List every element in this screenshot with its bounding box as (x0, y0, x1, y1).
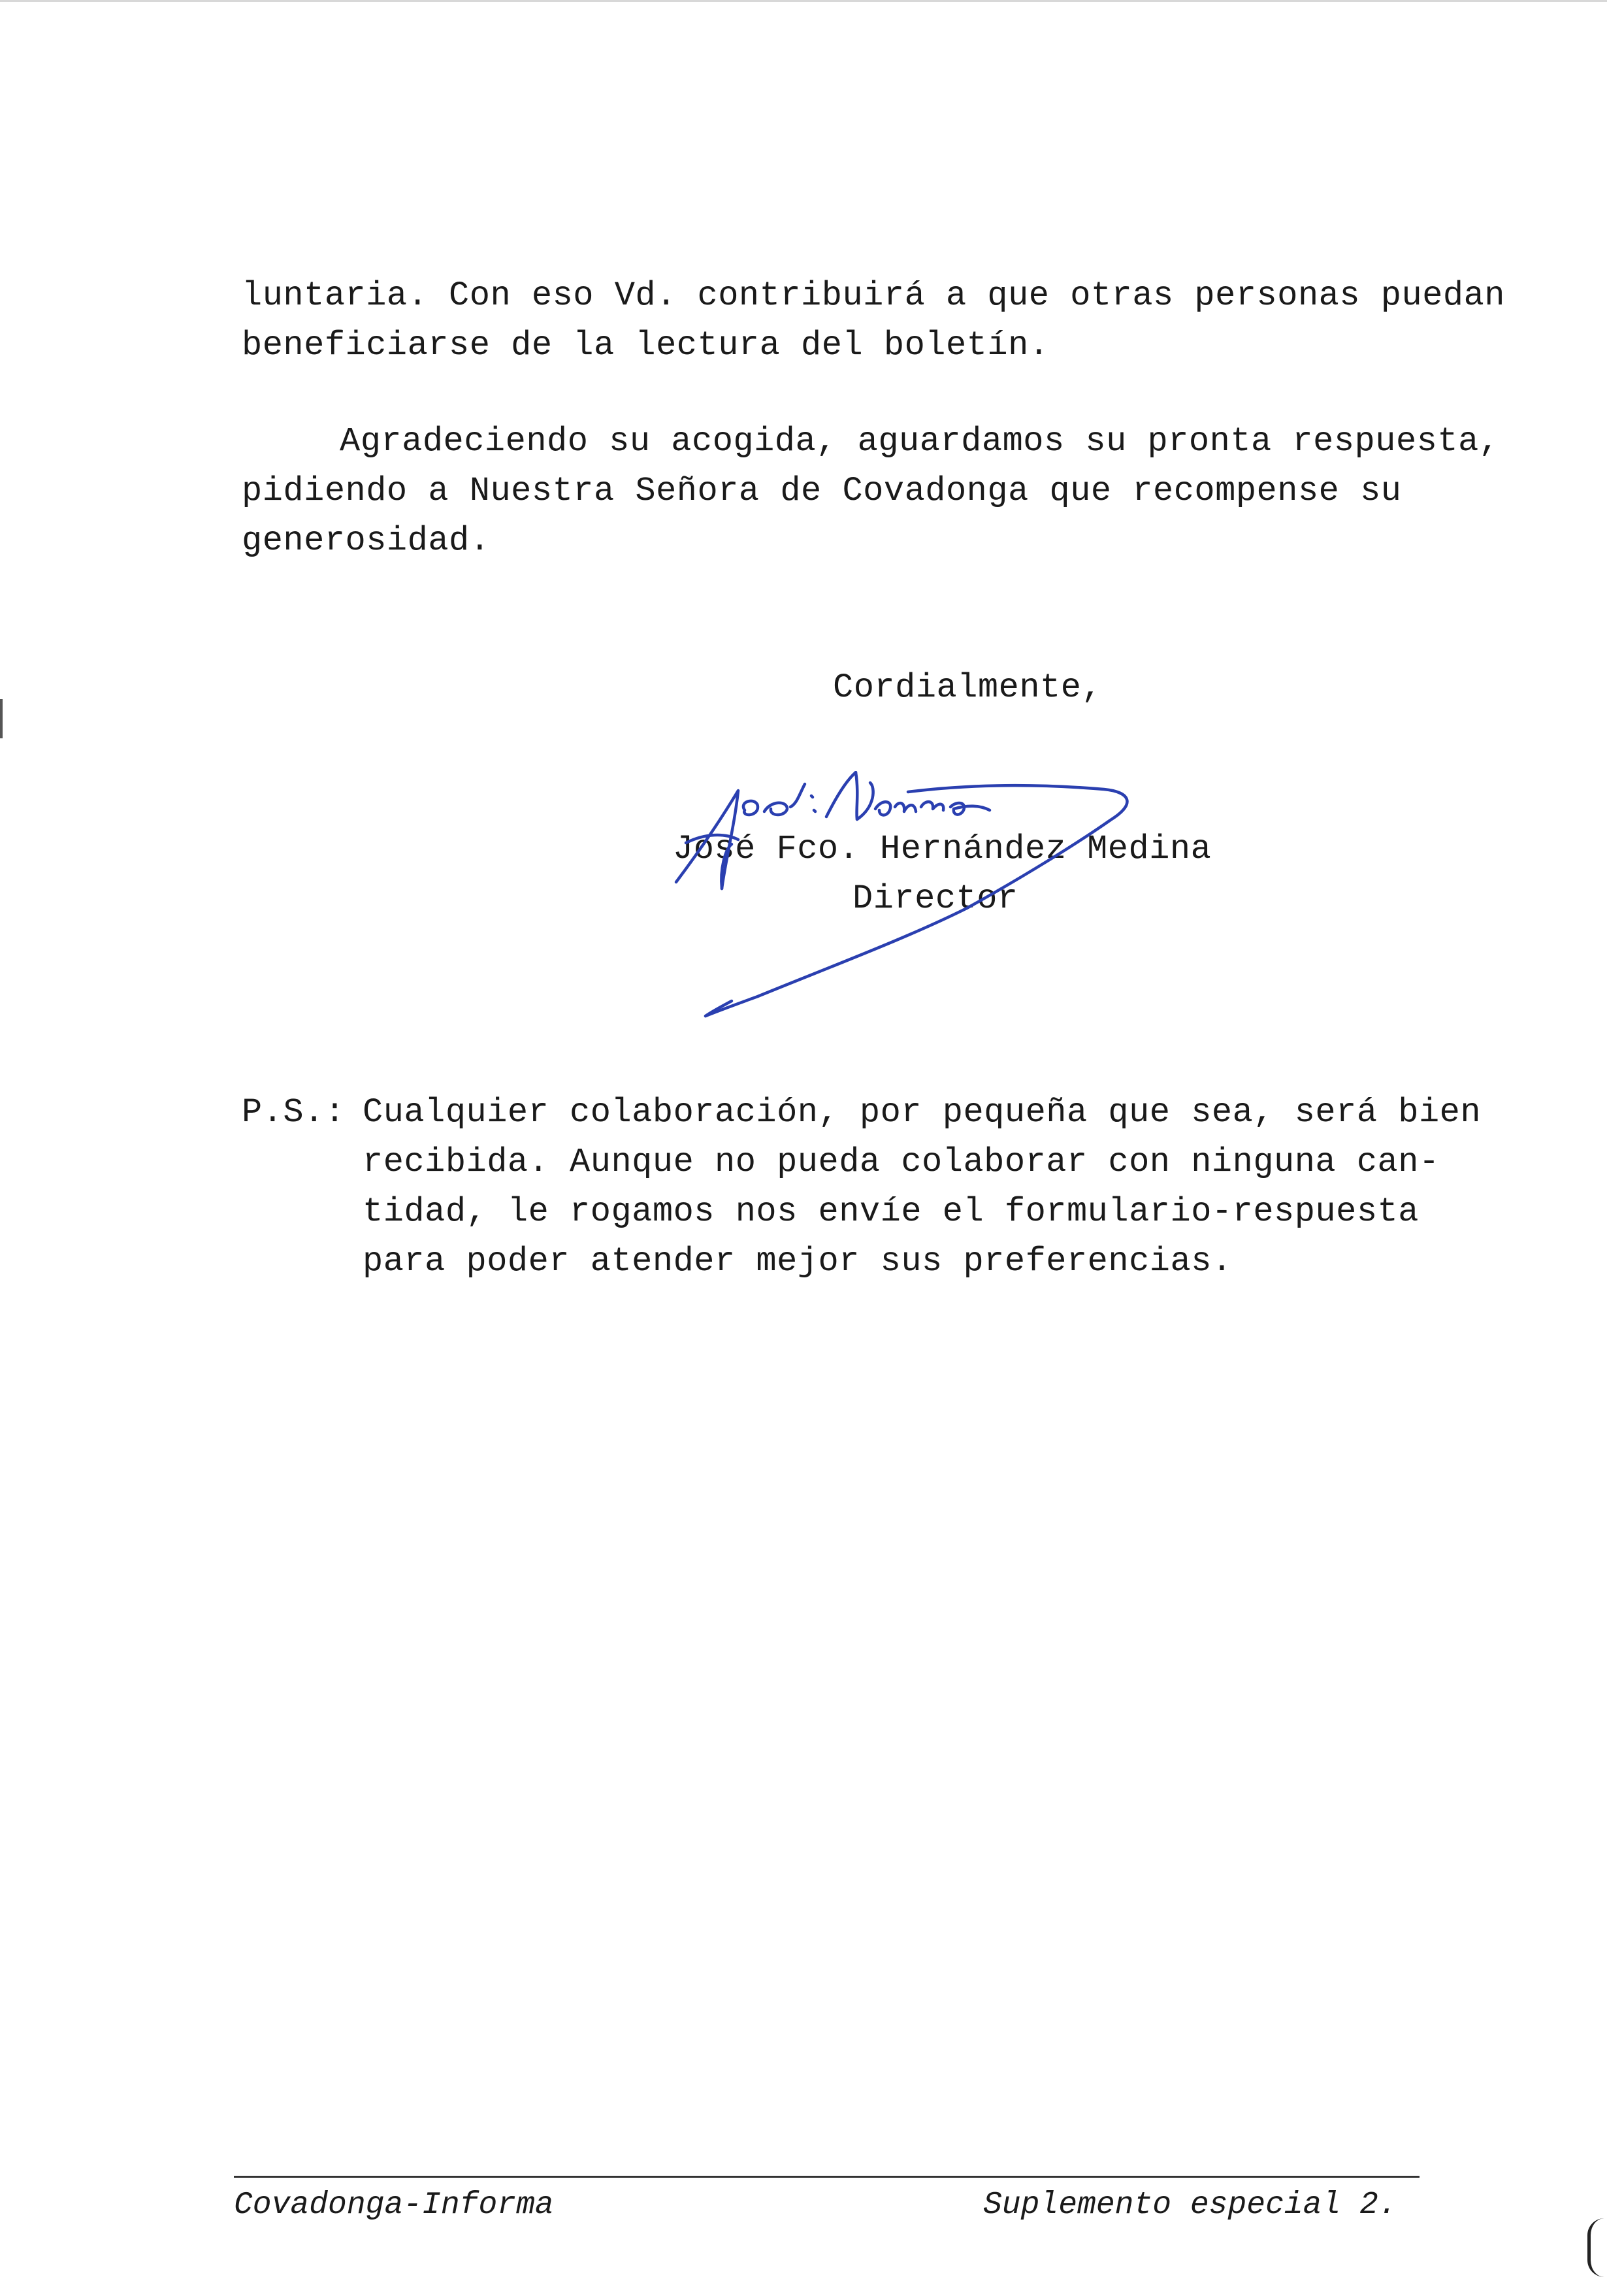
scan-edge (0, 0, 1607, 2)
postscript-line-2: recibida. Aunque no pueda colaborar con ninguna can- (363, 1143, 1440, 1181)
paragraph-1-line-1: luntaria. Con eso Vd. contribuirá a que otras personas puedan (242, 276, 1506, 315)
footer-supplement: Suplemento especial 2. (983, 2188, 1397, 2223)
paragraph-2-line-2: pidiendo a Nuestra Señora de Covadonga que recompense su (242, 472, 1402, 510)
paragraph-1-line-2: beneficiarse de la lectura del boletín. (242, 326, 1050, 365)
closing: Cordialmente, (833, 668, 1103, 707)
postscript-line-1: Cualquier colaboración, por pequeña que sea, será bien (363, 1093, 1482, 1132)
signer-name: José Fco. Hernández Medina (673, 830, 1212, 868)
paragraph-2-line-3: generosidad. (242, 521, 491, 560)
postscript-line-4: para poder atender mejor sus preferencias. (363, 1242, 1233, 1281)
scan-mark (1587, 2218, 1604, 2277)
postscript-line-3: tidad, le rogamos nos envíe el formulario-respuesta (363, 1192, 1419, 1231)
footer-rule (234, 2176, 1420, 2178)
scan-mark (0, 699, 3, 738)
footer-publication: Covadonga-Informa (234, 2188, 554, 2223)
postscript-label: P.S.: (242, 1093, 346, 1132)
paragraph-2-line-1: Agradeciendo su acogida, aguardamos su pronta respuesta, (340, 422, 1500, 461)
signer-title: Director (852, 879, 1018, 918)
